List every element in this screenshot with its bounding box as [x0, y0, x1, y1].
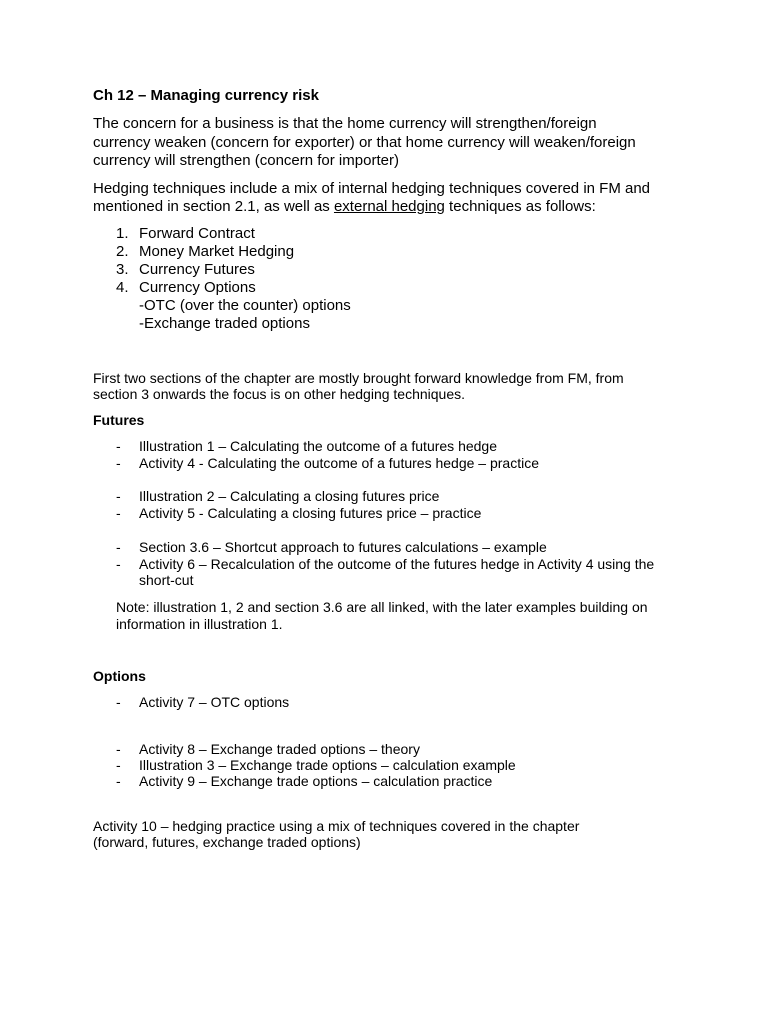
closing-line-1: Activity 10 – hedging practice using a mix of techniques covered in the chapter	[93, 818, 580, 834]
intro-line-2: currency weaken (concern for exporter) or that home currency will weaken/foreign	[93, 134, 636, 151]
hedging-text-before: mentioned in section 2.1, as well as	[93, 198, 334, 215]
bullet-dash: -	[116, 539, 121, 555]
list-number: 3.	[116, 261, 129, 278]
external-hedging-underlined: external hedging	[333, 198, 445, 215]
bullet-dash: -	[116, 741, 121, 757]
bullet-dash: -	[116, 694, 121, 710]
futures-item-section-3-6: Section 3.6 – Shortcut approach to futures calculations – example	[139, 539, 547, 555]
sub-item-otc-options: -OTC (over the counter) options	[139, 297, 351, 314]
hedging-line-2	[93, 197, 596, 216]
futures-note-line-1: Note: illustration 1, 2 and section 3.6 are all linked, with the later examples building on	[116, 599, 648, 615]
intro-line-3: currency will strengthen (concern for importer)	[93, 152, 399, 169]
hedging-line-1: Hedging techniques include a mix of internal hedging techniques covered in FM and	[93, 180, 651, 197]
options-heading: Options	[93, 668, 146, 684]
bullet-dash: -	[116, 556, 121, 572]
hedging-text-after: techniques as follows:	[444, 198, 596, 215]
bullet-dash: -	[116, 455, 121, 471]
list-item-currency-options: Currency Options	[139, 279, 256, 296]
futures-heading: Futures	[93, 412, 145, 428]
futures-note-line-2: information in illustration 1.	[116, 616, 283, 632]
futures-item-activity-4: Activity 4 - Calculating the outcome of a futures hedge – practice	[139, 455, 539, 471]
sections-note-line-2: section 3 onwards the focus is on other hedging techniques.	[93, 386, 466, 402]
bullet-dash: -	[116, 438, 121, 454]
options-item-illustration-3: Illustration 3 – Exchange trade options – calculation example	[139, 757, 516, 773]
sections-note-line-1: First two sections of the chapter are mostly brought forward knowledge from FM, from	[93, 370, 624, 386]
futures-item-illustration-1: Illustration 1 – Calculating the outcome of a futures hedge	[139, 438, 497, 454]
bullet-dash: -	[116, 773, 121, 789]
futures-item-activity-5: Activity 5 - Calculating a closing futures price – practice	[139, 505, 482, 521]
list-item-currency-futures: Currency Futures	[139, 261, 255, 278]
list-item-forward-contract: Forward Contract	[139, 225, 255, 242]
futures-item-illustration-2: Illustration 2 – Calculating a closing futures price	[139, 488, 440, 504]
closing-line-2: (forward, futures, exchange traded options)	[93, 834, 361, 850]
list-number: 2.	[116, 243, 129, 260]
bullet-dash: -	[116, 505, 121, 521]
sub-item-exchange-traded-options: -Exchange traded options	[139, 315, 310, 332]
bullet-dash: -	[116, 757, 121, 773]
list-number: 1.	[116, 225, 129, 242]
intro-line-1: The concern for a business is that the home currency will strengthen/foreign	[93, 115, 597, 132]
page-title: Ch 12 – Managing currency risk	[93, 87, 319, 104]
options-item-activity-9: Activity 9 – Exchange trade options – calculation practice	[139, 773, 493, 789]
futures-item-activity-6-continued: short-cut	[139, 572, 194, 588]
options-item-activity-8: Activity 8 – Exchange traded options – theory	[139, 741, 420, 757]
bullet-dash: -	[116, 488, 121, 504]
options-item-activity-7: Activity 7 – OTC options	[139, 694, 290, 710]
list-item-money-market-hedging: Money Market Hedging	[139, 243, 295, 260]
list-number: 4.	[116, 279, 129, 296]
futures-item-activity-6: Activity 6 – Recalculation of the outcome of the futures hedge in Activity 4 using the	[139, 556, 655, 572]
